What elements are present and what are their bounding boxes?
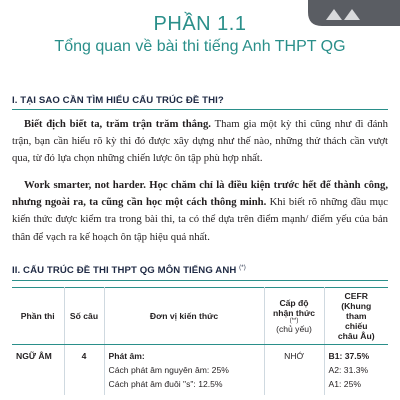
paragraph-lead: Work smarter, not harder. Học chăm chỉ là điều kiện trước hết để thành công, nhưng ngoài ra, ta cũng cần học một cách thông minh. — [12, 179, 388, 209]
cefr-header-line5: châu Âu) — [337, 331, 375, 341]
cefr-line: B1: 37.5% — [328, 351, 370, 361]
column-header-level — [264, 288, 324, 345]
table-header-row — [12, 288, 388, 345]
level-header-sup: (**) — [289, 318, 299, 324]
unit-line: Cách phát âm đuôi "s": 12.5% — [108, 379, 223, 389]
level-header-note: (chủ yếu) — [276, 324, 312, 334]
footnote-marker: (*) — [239, 265, 246, 271]
cell-cefr — [324, 345, 388, 396]
paragraph-body: Tham gia một kỳ thi cũng như đi đánh trận, bạn cần hiểu rõ kỳ thi đó được xây dựng như thế nào, những thử thách cần vượt qua, từ đó lựa chọn những chiến lược ôn tập phù hợp nhất. — [12, 118, 388, 165]
table-row — [12, 345, 388, 396]
unit-line: Cách phát âm nguyên âm: 25% — [108, 365, 229, 375]
level-header-line2: nhận thức — [272, 308, 316, 318]
paragraph-lead: Biết địch biết ta, trăm trận trăm thắng. — [24, 118, 211, 130]
section-heading-text: II. CẤU TRÚC ĐỀ THI THPT QG MÔN TIẾNG ANH — [12, 265, 237, 277]
cell-level: NHỚ — [264, 345, 324, 396]
paragraph-work-smarter — [12, 177, 388, 246]
section-divider — [12, 109, 388, 110]
paragraph-know-enemy — [12, 116, 388, 168]
section-divider — [12, 280, 388, 281]
cefr-header-line2: (Khung — [341, 301, 372, 311]
column-header-part: Phần thi — [12, 288, 64, 345]
chapter-subtitle: Tổng quan về bài thi tiếng Anh THPT QG — [54, 38, 346, 55]
cell-part: NGỮ ÂM — [12, 345, 64, 396]
cefr-header-line3: tham — [345, 311, 367, 321]
section-heading-why: I. TẠI SAO CẦN TÌM HIỂU CẤU TRÚC ĐỀ THI? — [12, 95, 224, 106]
column-header-cefr — [324, 288, 388, 345]
paragraph-body: Khi biết rõ những đầu mục kiến thức được kiểm tra trong bài thi, ta có thể dựa trên điểm mạnh/ điểm yếu của bản thân để vạch ra kế hoạch ôn tập hiệu quả nhất. — [12, 196, 388, 243]
level-header-line1: Cấp độ — [279, 298, 309, 308]
unit-heading: Phát âm: — [108, 351, 145, 361]
chapter-number: PHẦN 1.1 — [153, 13, 247, 35]
section-heading-structure — [12, 265, 246, 276]
column-header-unit: Đơn vị kiến thức — [104, 288, 264, 345]
cell-count: 4 — [64, 345, 104, 396]
cefr-header-line4: chiếu — [345, 321, 368, 331]
cefr-line: A1: 25% — [328, 379, 361, 389]
cefr-header-line1: CEFR — [344, 291, 368, 301]
cell-unit — [104, 345, 264, 396]
exam-structure-table — [12, 287, 388, 395]
cefr-line: A2: 31.3% — [328, 365, 369, 375]
column-header-count: Số câu — [64, 288, 104, 345]
